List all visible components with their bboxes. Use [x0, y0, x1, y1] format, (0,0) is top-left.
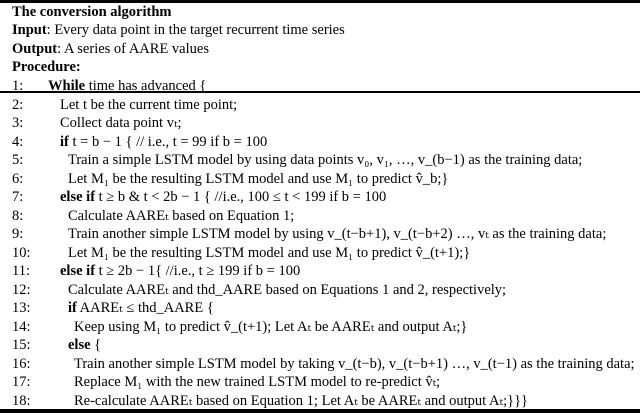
line-number: 5: — [12, 152, 24, 168]
keyword: else — [68, 337, 91, 353]
line-text: AAREₜ ≤ thd_AARE { — [76, 300, 214, 316]
line-number: 1: — [12, 78, 24, 94]
keyword: if — [60, 133, 69, 150]
line-content — [68, 299, 214, 318]
line-content — [60, 133, 267, 152]
line-text: Train another simple LSTM model by taking v_(t−b), v_(t−b+1) …, v_(t−1) as the training data; — [74, 355, 635, 372]
line-content — [68, 207, 294, 226]
line-number: 16: — [12, 355, 31, 372]
algorithm-title: The conversion algorithm — [12, 4, 172, 20]
line-number: 10: — [12, 244, 31, 261]
keyword: else if — [60, 263, 96, 279]
line-text: Let M₁ be the resulting LSTM model and use M₁ to predict v̂_b;} — [68, 170, 449, 187]
line-text: t ≥ 2b − 1{ //i.e., t ≥ 199 if b = 100 — [95, 263, 301, 279]
line-text: time has advanced { — [85, 78, 207, 94]
line-number: 4: — [12, 133, 24, 150]
bottom-rule — [0, 409, 640, 413]
line-number: 11: — [12, 263, 30, 279]
keyword: else if — [60, 189, 96, 205]
line-content — [60, 96, 237, 115]
line-number: 18: — [12, 392, 31, 409]
line-content — [68, 225, 606, 244]
line-content — [68, 244, 470, 263]
procedure-label: Procedure: — [12, 59, 81, 75]
line-content — [60, 262, 300, 281]
line-content — [74, 392, 528, 411]
line-content — [48, 77, 206, 96]
line-text: { — [90, 337, 102, 353]
output-label: Output — [12, 40, 58, 57]
line-content — [68, 281, 506, 300]
keyword: if — [68, 300, 77, 316]
line-number: 13: — [12, 300, 31, 316]
line-number: 15: — [12, 337, 31, 353]
line-number: 9: — [12, 226, 24, 242]
line-text: Train another simple LSTM model by using v_(t−b+1), v_(t−b+2) …, vₜ as the training data; — [68, 226, 607, 242]
line-text: t ≥ b & t < 2b − 1 { //i.e., 100 ≤ t < 199 if b = 100 — [95, 189, 387, 205]
line-text: Collect data point vₜ; — [60, 115, 182, 131]
line-text: Keep using M₁ to predict v̂_(t+1); Let Aₜ be AAREₜ and output Aₜ;} — [74, 318, 468, 335]
line-content — [68, 170, 448, 189]
line-text: Let t be the current time point; — [60, 96, 238, 113]
line-number: 2: — [12, 96, 24, 113]
line-number: 8: — [12, 207, 24, 224]
line-text: Let M₁ be the resulting LSTM model and use M₁ to predict v̂_(t+1);} — [68, 244, 471, 261]
line-text: Replace M₁ with the new trained LSTM model to re-predict v̂ₜ; — [74, 374, 441, 390]
line-content — [74, 355, 635, 374]
line-number: 7: — [12, 189, 24, 205]
line-number: 17: — [12, 374, 31, 390]
line-text: Calculate AAREₜ based on Equation 1; — [68, 207, 295, 224]
line-content — [60, 114, 182, 133]
input-label: Input — [12, 22, 47, 38]
input-text: : Every data point in the target recurrent time series — [46, 22, 345, 38]
line-number: 12: — [12, 281, 31, 298]
line-content — [68, 151, 582, 170]
line-content — [68, 336, 101, 355]
keyword: While — [48, 78, 86, 94]
line-text: Calculate AAREₜ and thd_AARE based on Equations 1 and 2, respectively; — [68, 281, 507, 298]
line-number: 14: — [12, 318, 31, 335]
line-number: 3: — [12, 115, 24, 131]
line-content — [74, 373, 440, 392]
output-text: : A series of AARE values — [57, 40, 209, 57]
line-content — [60, 188, 386, 207]
line-text: t = b − 1 { // i.e., t = 99 if b = 100 — [68, 133, 268, 150]
input-line — [12, 21, 345, 40]
line-content — [74, 318, 467, 337]
line-text: Train a simple LSTM model by using data points v₀, v₁, …, v_(b−1) as the training data; — [68, 152, 583, 168]
output-line — [12, 40, 209, 59]
line-number: 6: — [12, 170, 24, 187]
line-text: Re-calculate AAREₜ based on Equation 1; Let Aₜ be AAREₜ and output Aₜ;}}} — [74, 392, 528, 409]
